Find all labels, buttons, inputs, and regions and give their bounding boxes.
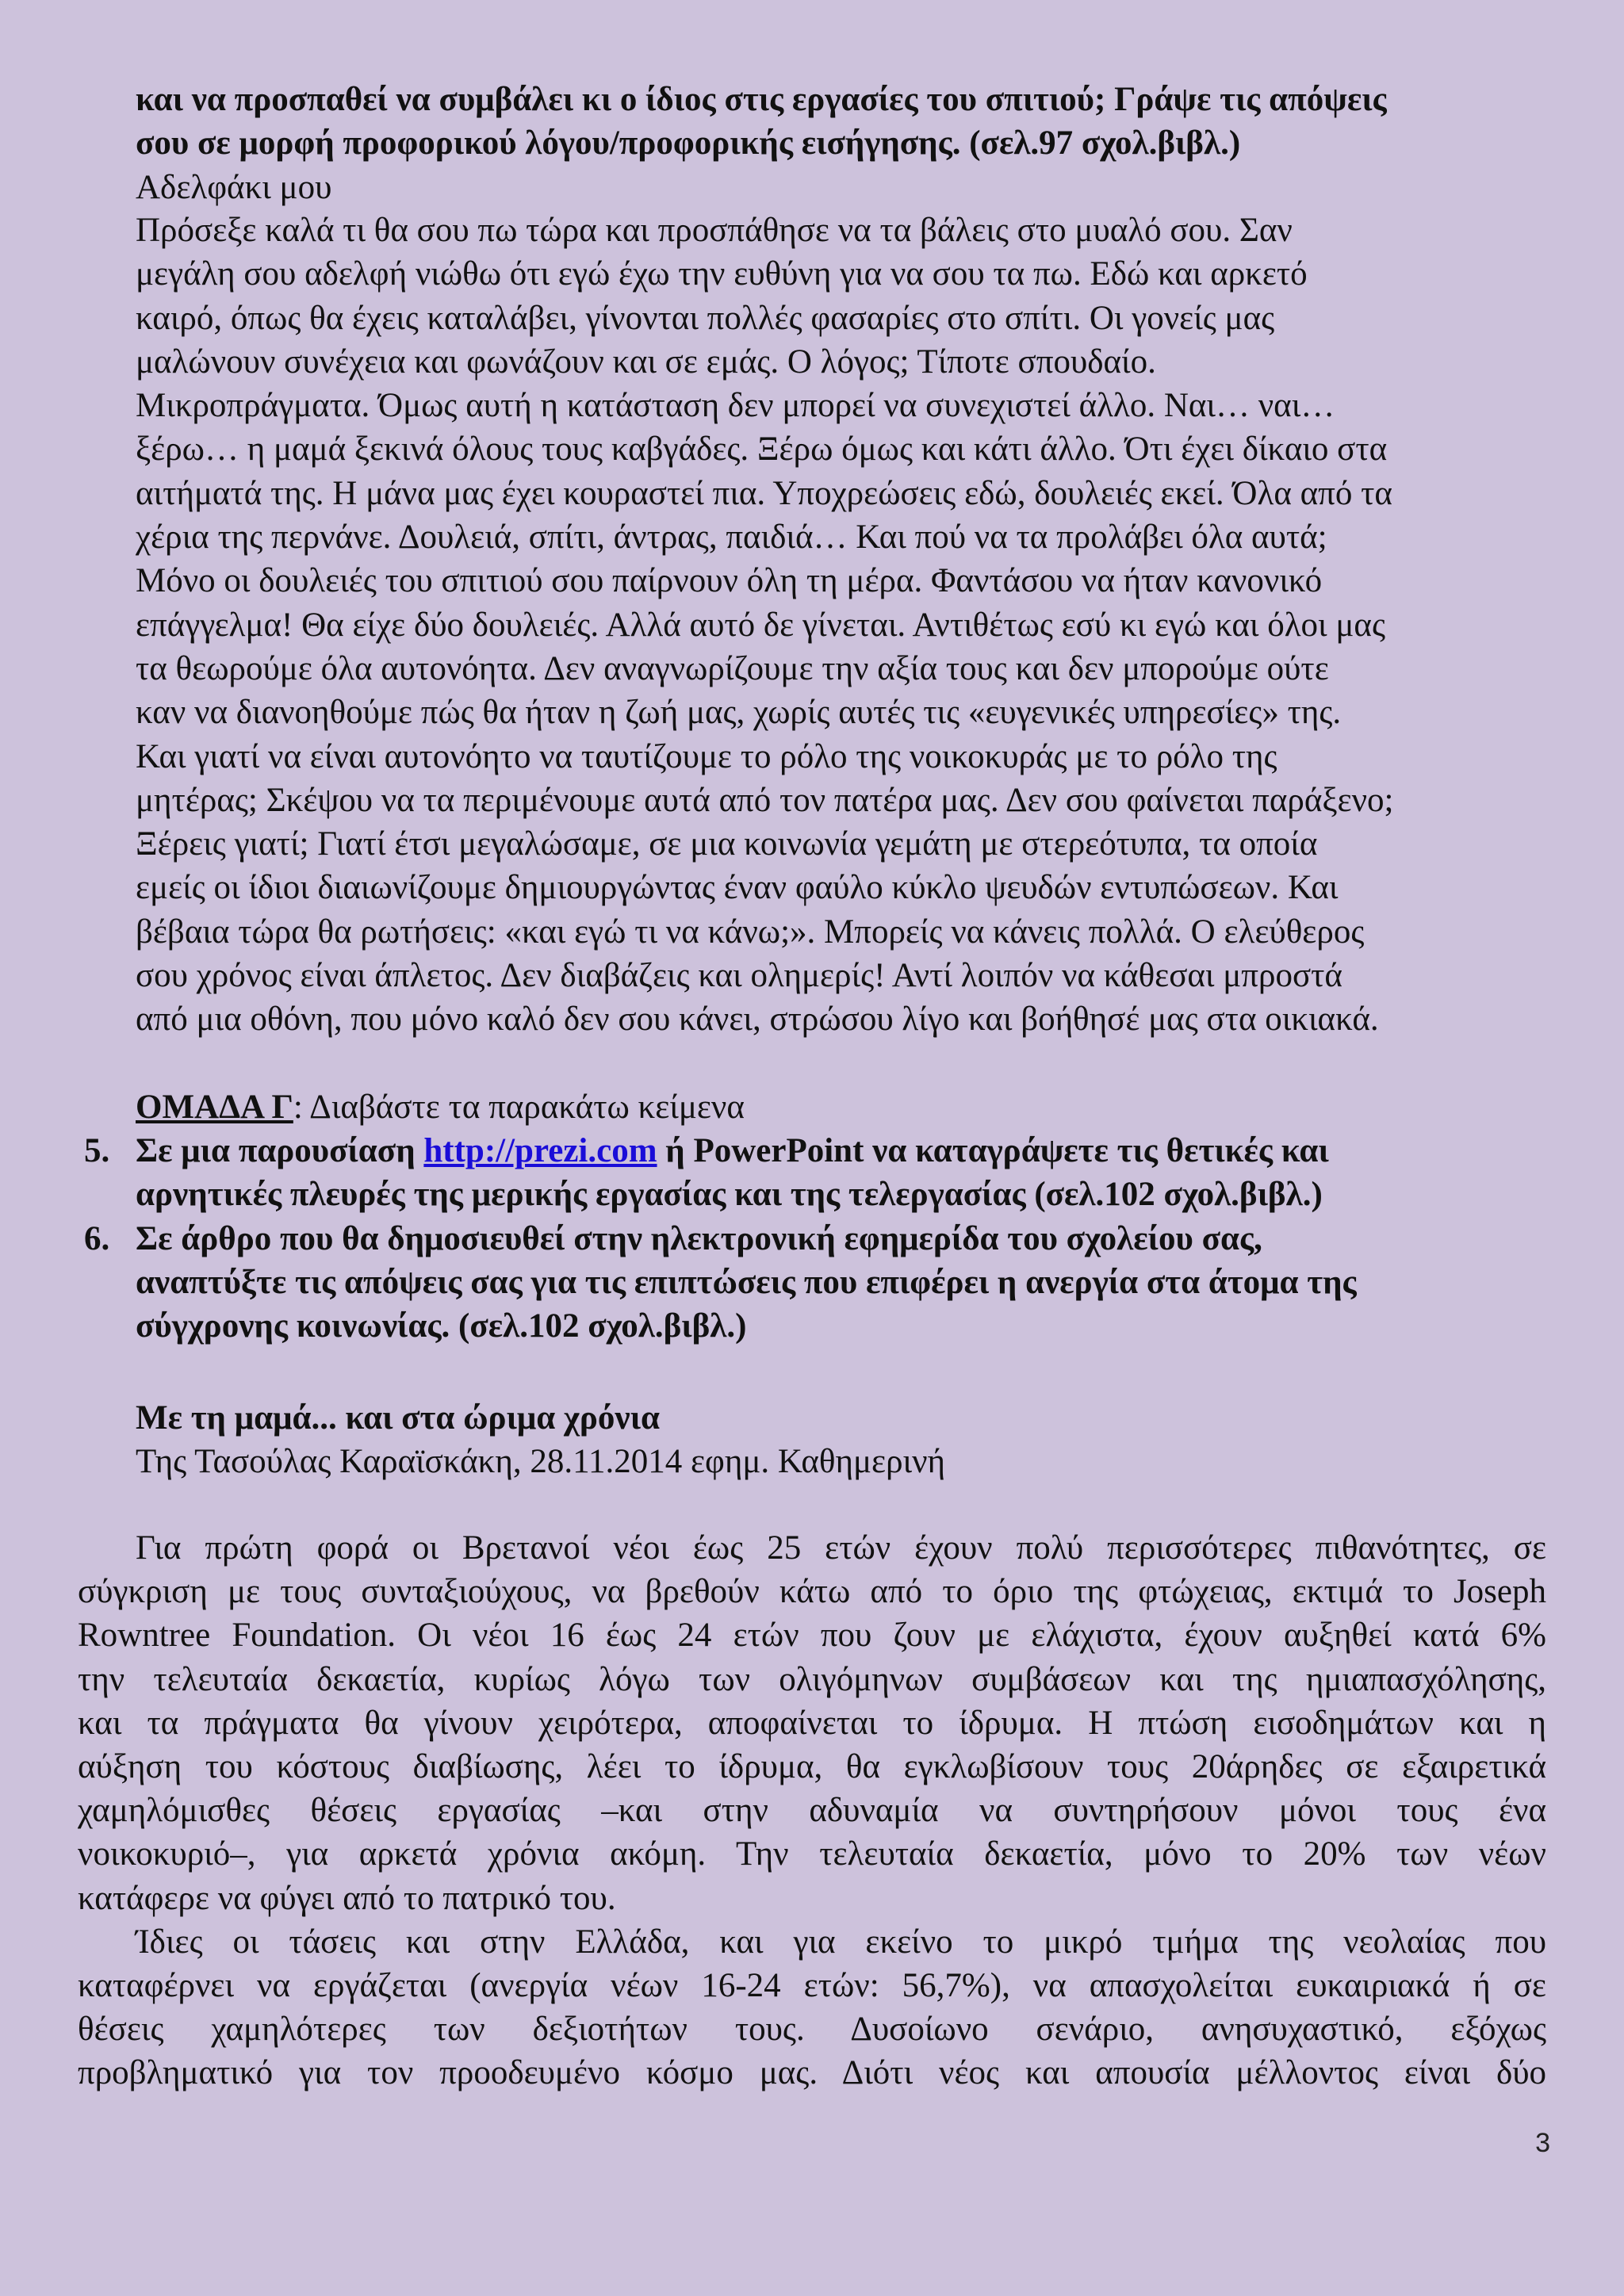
task-line: σύγχρονης κοινωνίας. (σελ.102 σχολ.βιβλ.) [136,1307,747,1345]
group-c-instruction: : Διαβάστε τα παρακάτω κείμενα [293,1089,745,1126]
letter-line: καιρό, όπως θα έχεις καταλάβει, γίνονται πολλές φασαρίες στο σπίτι. Οι γονείς μας [136,299,1275,337]
letter-line: μαλώνουν συνέχεια και φωνάζουν και σε εμάς. Ο λόγος; Τίποτε σπουδαίο. [136,342,1156,381]
article-title: Με τη μαμά... και στα ώριμα χρόνια [136,1399,660,1437]
task-line [136,1129,1557,1173]
article-line: Rowntree Foundation. Οι νέοι 16 έως 24 ετών που ζουν με ελάχιστα, έχουν αυξηθεί κατά 6% [78,1617,1546,1655]
article-line: και τα πράγματα θα γίνουν χειρότερα, αποφαίνεται το ίδρυμα. Η πτώση εισοδημάτων και η [78,1704,1546,1742]
letter-line: Μικροπράγματα. Όμως αυτή η κατάσταση δεν μπορεί να συνεχιστεί άλλο. Ναι… ναι… [136,387,1335,425]
group-c-title: ΟΜΑΔΑ Γ [136,1089,293,1126]
intro-question-line: σου σε μορφή προφορικού λόγου/προφορικής εισήγησης. (σελ.97 σχολ.βιβλ.) [136,124,1241,163]
letter-line: καν να διανοηθούμε πώς θα ήταν η ζωή μας, χωρίς αυτές τις «ευγενικές υπηρεσίες» της. [136,694,1342,732]
letter-line: τα θεωρούμε όλα αυτονόητα. Δεν αναγνωρίζουμε την αξία τους και δεν μπορούμε ούτε [136,649,1329,687]
letter-line: αιτήματά της. Η μάνα μας έχει κουραστεί πια. Υποχρεώσεις εδώ, δουλειές εκεί. Όλα από τα [136,474,1392,512]
article-body [78,1526,1546,2095]
article-line: την τελευταία δεκαετία, κυρίως λόγω των ολιγόμηνων συμβάσεων και της ημιαπασχόλησης, [78,1660,1546,1698]
task-list [82,1129,1557,1348]
letter-line: χέρια της περνάνε. Δουλειά, σπίτι, άντρας, παιδιά… Και πού να τα προλάβει όλα αυτά; [136,519,1327,557]
letter-greeting-block [136,166,1549,209]
page-number: 3 [1535,2128,1550,2158]
article-line: αύξηση του κόστους διαβίωσης, λέει το ίδρυμα, θα εγκλωβίσουν τους 20άρηδες σε εξαιρετικά [78,1748,1546,1786]
letter-greeting: Αδελφάκι μου [136,169,332,206]
letter-line: Πρόσεξε καλά τι θα σου πω τώρα και προσπάθησε να τα βάλεις στο μυαλό σου. Σαν [136,212,1293,249]
article-line: νοικοκυριό–, για αρκετά χρόνια ακόμη. Την τελευταία δεκαετία, μόνο το 20% των νέων [78,1835,1546,1873]
article-line: χαμηλόμισθες θέσεις εργασίας –και στην αδυναμία να συντηρήσουν μόνοι τους ένα [78,1792,1546,1830]
task-item-6 [82,1217,1557,1349]
letter-line: Μόνο οι δουλειές του σπιτιού σου παίρνουν όλη τη μέρα. Φαντάσου να ήταν κανονικό [136,562,1323,600]
article-line: σύγκριση με τους συνταξιούχους, να βρεθούν κάτω από το όριο της φτώχειας, εκτιμά το Joseph [78,1573,1546,1611]
letter-line: μητέρας; Σκέψου να τα περιμένουμε αυτά από τον πατέρα μας. Δεν σου φαίνεται παράξενο; [136,781,1394,819]
letter-line: μεγάλη σου αδελφή νιώθω ότι εγώ έχω την ευθύνη για να σου τα πω. Εδώ και αρκετό [136,255,1308,293]
article-line: κατάφερε να φύγει από το πατρικό του. [78,1879,616,1917]
article-line: προβληματικό για τον προοδευμένο κόσμο μας. Διότι νέος και απουσία μέλλοντος είναι δύο [78,2054,1546,2092]
letter-line: Και γιατί να είναι αυτονόητο να ταυτίζουμε το ρόλο της νοικοκυράς με το ρόλο της [136,737,1277,775]
task-line: Σε άρθρο που θα δημοσιευθεί στην ηλεκτρονική εφημερίδα του σχολείου σας, [136,1219,1262,1257]
letter-line: Ξέρεις γιατί; Γιατί έτσι μεγαλώσαμε, σε μια κοινωνία γεμάτη με στερεότυπα, τα οποία [136,825,1318,863]
group-c-heading [136,1085,1549,1129]
article-byline: Της Τασούλας Καραϊσκάκη, 28.11.2014 εφημ. Καθημερινή [136,1443,946,1481]
group-c-heading-line [136,1085,1549,1129]
article-line: καταφέρνει να εργάζεται (ανεργία νέων 16-24 ετών: 56,7%), να απασχολείται ευκαιριακά ή σε [78,1967,1546,2005]
task-text: Σε μια παρουσίαση [136,1132,424,1169]
article-line: Ίδιες οι τάσεις και στην Ελλάδα, και για εκείνο το μικρό τμήμα της νεολαίας που [136,1923,1546,1961]
letter-body [136,209,1549,1042]
letter-line: από μια οθόνη, που μόνο καλό δεν σου κάνει, στρώσου λίγο και βοήθησέ μας στα οικιακά. [136,1001,1379,1039]
article-line: Για πρώτη φορά οι Βρετανοί νέοι έως 25 ετών έχουν πολύ περισσότερες πιθανότητες, σε [136,1529,1546,1567]
prezi-link[interactable]: http://prezi.com [423,1132,657,1169]
task-line: αρνητικές πλευρές της μερικής εργασίας και της τελεργασίας (σελ.102 σχολ.βιβλ.) [136,1176,1323,1214]
article-line: θέσεις χαμηλότερες των δεξιοτήτων τους. Δυσοίωνο σενάριο, ανησυχαστικό, εξόχως [78,2011,1546,2049]
task-number: 5. [84,1132,110,1169]
article-header [136,1396,1549,1484]
letter-line: βέβαια τώρα θα ρωτήσεις: «και εγώ τι να κάνω;». Μπορείς να κάνεις πολλά. Ο ελεύθερος [136,913,1365,951]
letter-line: ξέρω… η μαμά ξεκινά όλους τους καβγάδες. Ξέρω όμως και κάτι άλλο. Ότι έχει δίκαιο στα [136,430,1388,469]
task-text: ή PowerPoint να καταγράψετε τις θετικές και [657,1132,1329,1169]
intro-question-line: και να προσπαθεί να συμβάλει κι ο ίδιος στις εργασίες του σπιτιού; Γράψε τις απόψεις [136,81,1387,118]
letter-line: επάγγελμα! Θα είχε δύο δουλειές. Αλλά αυτό δε γίνεται. Αντιθέτως εσύ κι εγώ και όλοι μας [136,606,1385,644]
intro-question [136,78,1549,166]
task-item-5 [82,1129,1557,1217]
task-line: αναπτύξτε τις απόψεις σας για τις επιπτώσεις που επιφέρει η ανεργία στα άτομα της [136,1263,1357,1301]
letter-line: εμείς οι ίδιοι διαιωνίζουμε δημιουργώντας έναν φαύλο κύκλο ψευδών εντυπώσεων. Και [136,869,1339,907]
task-number: 6. [84,1219,110,1257]
letter-line: σου χρόνος είναι άπλετος. Δεν διαβάζεις και ολημερίς! Αντί λοιπόν να κάθεσαι μπροστά [136,957,1342,995]
